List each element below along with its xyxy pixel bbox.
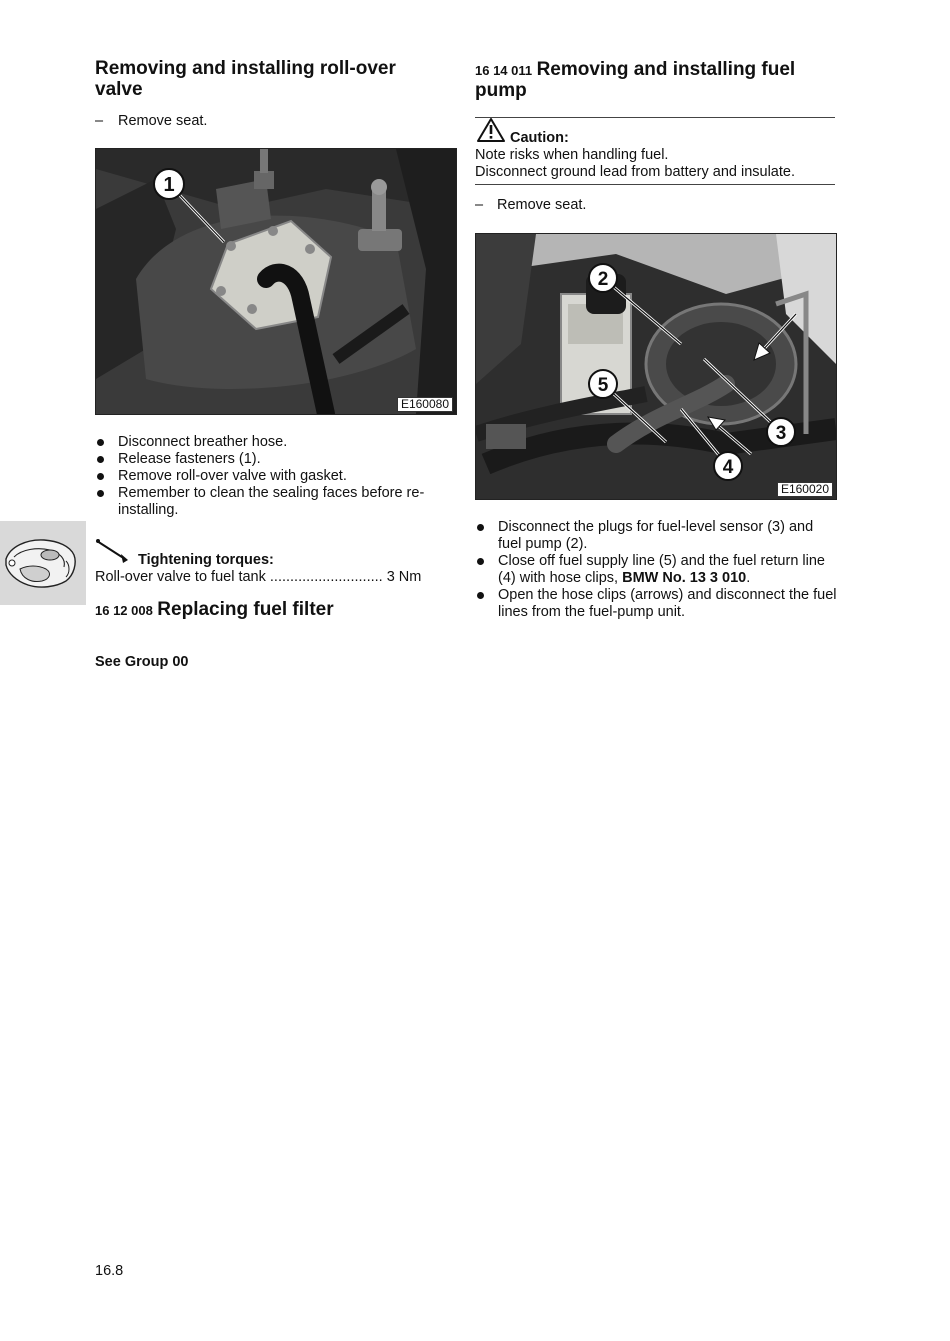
page-number: 16.8 bbox=[95, 1263, 124, 1279]
callout-3: 3 bbox=[775, 423, 787, 444]
remove-seat-step-right bbox=[475, 197, 835, 214]
list-item: Disconnect the plugs for fuel-level sensor (3) and fuel pump (2). bbox=[475, 519, 837, 553]
fuel-pump-photo bbox=[475, 233, 837, 500]
section-title-line2: pump bbox=[475, 80, 527, 101]
side-tab bbox=[0, 521, 86, 605]
fuel-tank-icon bbox=[0, 521, 86, 605]
caution-line: Note risks when handling fuel. bbox=[475, 147, 669, 163]
dash: – bbox=[95, 113, 104, 129]
list-item: Remember to clean the sealing faces before re-installing. bbox=[95, 485, 457, 519]
list-item: Release fasteners (1). bbox=[95, 451, 457, 468]
section-number: 16 14 011 bbox=[475, 63, 533, 78]
torque-value: Roll-over valve to fuel tank ............................ 3 Nm bbox=[95, 569, 422, 585]
list-item: Remove roll-over valve with gasket. bbox=[95, 468, 457, 485]
caution-top-rule bbox=[475, 117, 835, 118]
list-item-punct: . bbox=[746, 570, 751, 586]
rollover-steps bbox=[95, 434, 457, 519]
rollover-title-line2: valve bbox=[95, 79, 143, 100]
rollover-title bbox=[95, 58, 455, 100]
caution-text bbox=[475, 147, 837, 181]
tool-number: BMW No. 13 3 010 bbox=[622, 570, 747, 586]
list-item: Open the hose clips (arrows) and disconnect the fuel lines from the fuel-pump unit. bbox=[475, 587, 837, 621]
callout-1: 1 bbox=[163, 174, 175, 196]
section-number: 16 12 008 bbox=[95, 603, 153, 618]
callout-4: 4 bbox=[722, 457, 734, 478]
torque-heading: Tightening torques: bbox=[138, 552, 274, 568]
dash: – bbox=[475, 197, 484, 213]
fuel-filter-heading bbox=[95, 599, 334, 620]
section-title-line1: Removing and installing fuel bbox=[536, 59, 796, 80]
photo-code: E160020 bbox=[777, 482, 833, 497]
fuel-pump-title bbox=[475, 59, 840, 101]
warning-icon bbox=[476, 117, 506, 148]
section-title: Replacing fuel filter bbox=[157, 599, 334, 620]
rollover-title-line1: Removing and installing roll-over bbox=[95, 58, 396, 79]
list-item: Disconnect breather hose. bbox=[95, 434, 457, 451]
caution-label: Caution: bbox=[510, 130, 569, 146]
see-group-reference: See Group 00 bbox=[95, 654, 189, 670]
callout-5: 5 bbox=[597, 375, 609, 396]
step-text: Remove seat. bbox=[118, 113, 208, 129]
list-item-text: Close off fuel supply line (5) and the fuel return line (4) with hose clips, bbox=[498, 553, 825, 586]
photo-code: E160080 bbox=[397, 397, 453, 412]
fuel-pump-steps bbox=[475, 519, 837, 621]
list-item bbox=[475, 553, 837, 587]
rollover-valve-photo bbox=[95, 148, 457, 415]
caution-bottom-rule bbox=[475, 184, 835, 185]
step-text: Remove seat. bbox=[497, 197, 587, 213]
remove-seat-step-left bbox=[95, 113, 455, 130]
torque-wrench-icon bbox=[95, 538, 129, 569]
callout-2: 2 bbox=[597, 269, 609, 290]
caution-line: Disconnect ground lead from battery and insulate. bbox=[475, 164, 795, 180]
